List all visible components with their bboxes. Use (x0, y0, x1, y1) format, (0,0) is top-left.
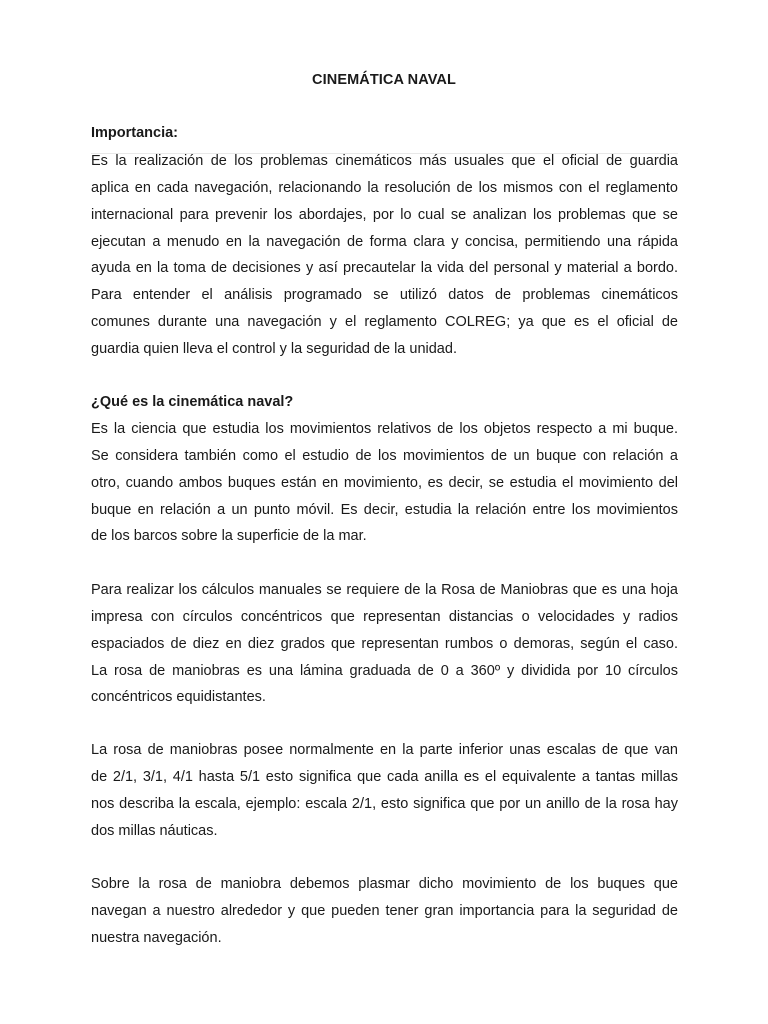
text-line: guardia quien lleva el control y la seguridad de la unidad. (91, 340, 457, 357)
paragraph-definicion (91, 416, 678, 550)
document-title: CINEMÁTICA NAVAL (312, 72, 456, 88)
text-line: Se considera también como el estudio de los movimientos de un buque con relación a (91, 447, 678, 464)
text-line: ejecutan a menudo en la navegación de forma clara y concisa, permitiendo una rápida (91, 233, 678, 250)
text-line: dos millas náuticas. (91, 822, 218, 839)
paragraph-movimiento (91, 871, 678, 952)
text-line: internacional para prevenir los abordajes, por lo cual se analizan los problemas que se (91, 206, 678, 223)
text-line: La rosa de maniobras es una lámina graduada de 0 a 360º y dividida por 10 círculos (91, 662, 678, 679)
text-line: navegan a nuestro alrededor y que pueden tener gran importancia para la seguridad de (91, 902, 678, 919)
text-line: Es la ciencia que estudia los movimientos relativos de los objetos respecto a mi buque. (91, 421, 678, 437)
text-line: de los barcos sobre la superficie de la mar. (91, 528, 367, 545)
text-line: impresa con círculos concéntricos que representan distancias o velocidades y radios (91, 608, 678, 625)
text-line: nos describa la escala, ejemplo: escala 2/1, esto significa que por un anillo de la rosa hay (91, 795, 678, 812)
text-line: nuestra navegación. (91, 929, 222, 946)
text-line: La rosa de maniobras posee normalmente en la parte inferior unas escalas de que van (91, 742, 678, 758)
text-line: concéntricos equidistantes. (91, 689, 266, 706)
text-line: comunes durante una navegación y el reglamento COLREG; ya que es el oficial de (91, 314, 678, 331)
text-line: otro, cuando ambos buques están en movimiento, es decir, se estudia el movimiento del (91, 474, 678, 491)
paragraph-rosa-maniobras (91, 577, 678, 711)
text-line: aplica en cada navegación, relacionando la resolución de los mismos con el reglamento (91, 179, 678, 196)
text-line: ayuda en la toma de decisiones y así precautelar la vida del personal y material a bordo. (91, 260, 678, 277)
section-heading-importancia: Importancia: (91, 125, 179, 141)
text-line: Es la realización de los problemas cinemáticos más usuales que el oficial de guardia (91, 153, 678, 169)
text-line: de 2/1, 3/1, 4/1 hasta 5/1 esto significa que cada anilla es el equivalente a tantas millas (91, 768, 678, 785)
text-line: buque en relación a un punto móvil. Es decir, estudia la relación entre los movimientos (91, 501, 678, 518)
text-line: Para realizar los cálculos manuales se requiere de la Rosa de Maniobras que es una hoja (91, 582, 678, 598)
text-line: espaciados de diez en diez grados que representan rumbos o demoras, según el caso. (91, 635, 678, 652)
paragraph-importancia (91, 148, 678, 363)
text-line: Para entender el análisis programado se utilizó datos de problemas cinemáticos (91, 287, 678, 304)
section-heading-que-es: ¿Qué es la cinemática naval? (91, 394, 294, 410)
paragraph-escalas (91, 737, 678, 844)
text-line: Sobre la rosa de maniobra debemos plasmar dicho movimiento de los buques que (91, 876, 678, 892)
